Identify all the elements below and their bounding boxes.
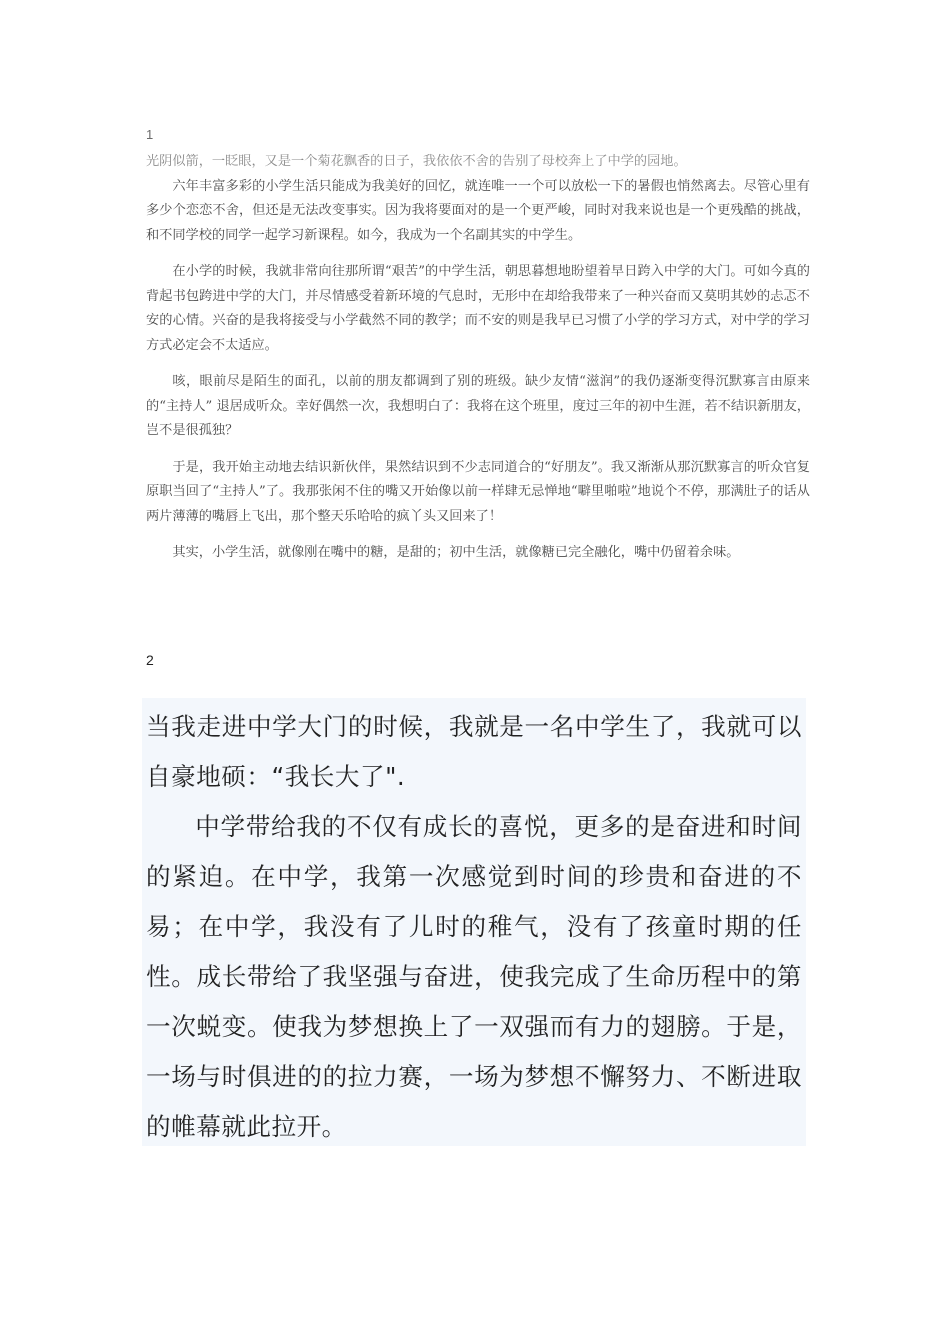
essay-section-1 xyxy=(146,150,810,578)
paragraph: 光阴似箭，一眨眼，又是一个菊花飘香的日子，我依依不舍的告别了母校奔上了中学的园地。 xyxy=(146,154,687,169)
paragraph: 六年丰富多彩的小学生活只能成为我美好的回忆，就连唯一一个可以放松一下的暑假也悄然离去。尽管心里有多少个恋恋不舍，但还是无法改变事实。因为我将要面对的是一个更严峻，同时对我来说也是一个更残酷的挑战，和不同学校的同学一起学习新课程。如今，我成为一个名副其实的中学生。 xyxy=(146,178,810,243)
paragraph: 于是，我开始主动地去结识新伙伴，果然结识到不少志同道合的“好朋友”。我又渐渐从那沉默寡言的听众官复原职当回了“主持人”了。我那张闲不住的嘴又开始像以前一样肆无忌惮地“噼里啪啦”地说个不停，那满肚子的话从两片薄薄的嘴唇上飞出，那个整天乐哈哈的疯丫头又回来了！ xyxy=(146,459,810,524)
paragraph: 在小学的时候，我就非常向往那所谓“艰苦”的中学生活，朝思暮想地盼望着早日跨入中学的大门。可如今真的背起书包跨进中学的大门，并尽情感受着新环境的气息时，无形中在却给我带来了一种兴奋而又莫明其妙的忐忑不安的心情。兴奋的是我将接受与小学截然不同的教学；而不安的则是我早已习惯了小学的学习方式，对中学的学习方式必定会不太适应。 xyxy=(146,264,810,353)
section-number-2: 2 xyxy=(146,652,154,668)
essay-section-2-highlighted xyxy=(142,698,806,1146)
section-number-1: 1 xyxy=(146,127,154,142)
paragraph: 中学带给我的不仅有成长的喜悦，更多的是奋进和时间的紧迫。在中学，我第一次感觉到时间的珍贵和奋进的不易；在中学，我没有了儿时的稚气，没有了孩童时期的任性。成长带给了我坚强与奋进，使我完成了生命历程中的第一次蜕变。使我为梦想换上了一双强而有力的翅膀。于是，一场与时俱进的的拉力赛，一场为梦想不懈努力、不断进取的帷幕就此拉开。 xyxy=(146,812,802,1141)
paragraph: 咳，眼前尽是陌生的面孔，以前的朋友都调到了别的班级。缺少友情“滋润”的我仍逐渐变得沉默寡言由原来的“主持人” 退居成听众。幸好偶然一次，我想明白了：我将在这个班里，度过三年的初中生涯，若不结识新朋友，岂不是很孤独？ xyxy=(146,374,810,438)
paragraph: 当我走进中学大门的时候，我就是一名中学生了，我就可以自豪地硕：“我长大了". xyxy=(146,712,802,791)
paragraph: 其实，小学生活，就像刚在嘴中的糖，是甜的；初中生活，就像糖已完全融化，嘴中仍留着余味。 xyxy=(172,545,740,560)
